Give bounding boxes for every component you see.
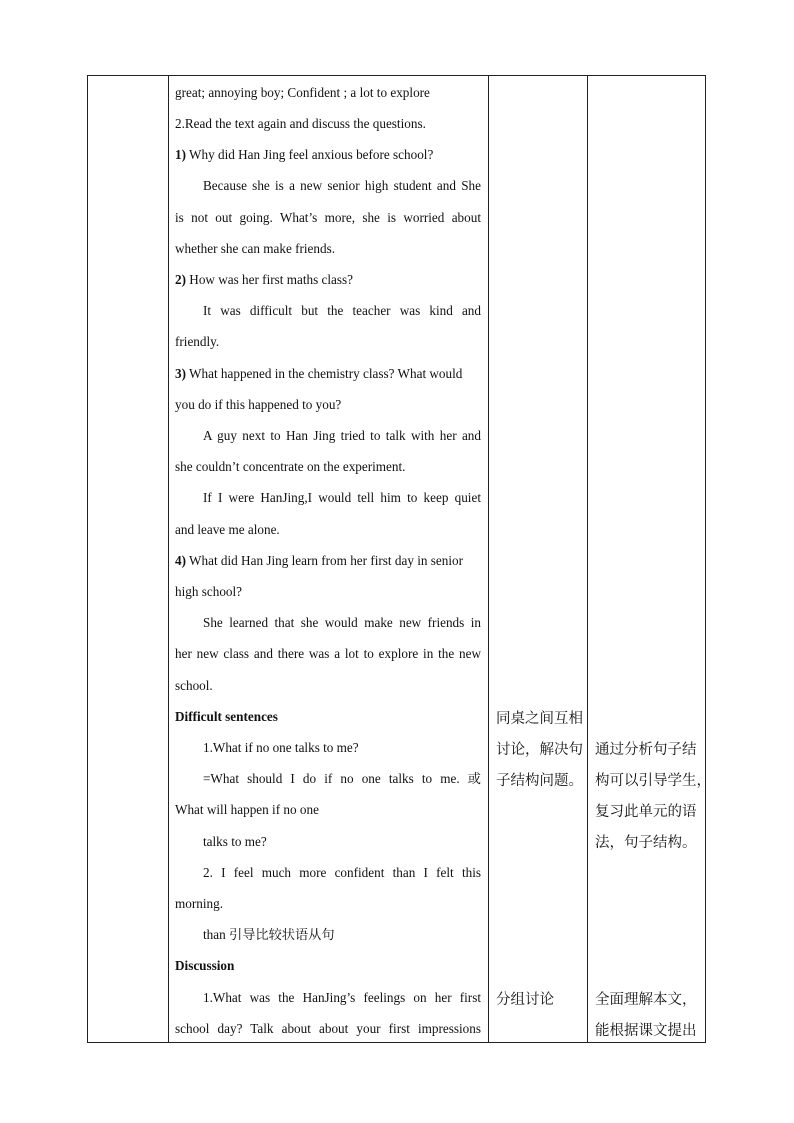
lesson-table: [87, 75, 711, 1043]
question-text: 1.What was the HanJing’s feelings on her first: [203, 990, 481, 1005]
sentence-text: 2. I feel much more confident than I felt this: [203, 865, 481, 880]
question-number: 1): [175, 147, 186, 162]
answer-3-line-3: [203, 490, 481, 506]
answer-3-line-2: she couldn’t concentrate on the experiment.: [175, 459, 406, 474]
column-divider-1: [168, 76, 169, 1042]
answer-text: Because she is a new senior high student and She: [203, 178, 481, 193]
difficult-sentence-2: [203, 865, 481, 881]
column-divider-2: [488, 76, 489, 1042]
answer-3-line-1: [203, 428, 481, 444]
column-divider-3: [587, 76, 588, 1042]
question-3: [175, 366, 462, 382]
purpose-difficult-2: 构可以引导学生，: [595, 773, 711, 789]
question-2: [175, 272, 353, 288]
answer-2-line-2: friendly.: [175, 334, 220, 349]
discussion-question-1: [203, 990, 481, 1006]
activity-difficult-3: 子结构问题。: [496, 773, 583, 789]
question-3-line-2: you do if this happened to you?: [175, 397, 342, 412]
grammar-note: than 引导比较状语从句: [203, 927, 335, 942]
answer-text: She learned that she would make new friends in: [203, 615, 481, 630]
answer-3-line-4: and leave me alone.: [175, 522, 280, 537]
difficult-sentence-1-paraphrase: [203, 771, 481, 787]
activity-difficult-2: 讨论，解决句: [496, 742, 583, 758]
answer-text: It was difficult but the teacher was kind and: [203, 303, 481, 318]
answer-1-line-2: [175, 210, 481, 226]
question-text: Why did Han Jing feel anxious before school?: [186, 147, 434, 162]
task-heading: 2.Read the text again and discuss the questions.: [175, 116, 426, 131]
vocab-line: great; annoying boy; Confident ; a lot to explore: [175, 85, 430, 100]
question-4-line-2: high school?: [175, 584, 243, 599]
question-4: [175, 553, 463, 569]
answer-1-line-3: whether she can make friends.: [175, 241, 336, 256]
difficult-sentence-1-alt-2: talks to me?: [203, 834, 267, 849]
question-number: 4): [175, 553, 186, 568]
answer-4-line-3: school.: [175, 678, 213, 693]
difficult-sentence-1-alt: What will happen if no one: [175, 802, 319, 817]
question-text: What happened in the chemistry class? What would: [186, 366, 463, 381]
purpose-difficult-1: 通过分析句子结: [595, 742, 697, 758]
paraphrase-text: =What should I do if no one talks to me. 或: [203, 771, 481, 786]
difficult-sentence-2-line-2: morning.: [175, 896, 223, 911]
purpose-difficult-3: 复习此单元的语: [595, 804, 697, 820]
difficult-sentence-1: 1.What if no one talks to me?: [203, 740, 359, 755]
answer-text: is not out going. What’s more, she is worried about: [175, 210, 481, 225]
answer-4-line-1: [203, 615, 481, 631]
answer-text: her new class and there was a lot to explore in the new: [175, 646, 481, 661]
question-number: 3): [175, 366, 186, 381]
discussion-question-1-line-2: [175, 1021, 481, 1037]
question-text: school day? Talk about about your first impressions: [175, 1021, 481, 1036]
purpose-discussion-1: 全面理解本文，: [595, 992, 697, 1008]
answer-4-line-2: [175, 646, 481, 662]
discussion-heading: Discussion: [175, 958, 235, 973]
answer-text: A guy next to Han Jing tried to talk with her and: [203, 428, 481, 443]
question-text: What did Han Jing learn from her first day in senior: [186, 553, 463, 568]
question-1: [175, 147, 433, 163]
activity-discussion-1: 分组讨论: [496, 992, 554, 1008]
question-number: 2): [175, 272, 186, 287]
difficult-sentences-heading: Difficult sentences: [175, 709, 278, 724]
activity-difficult-1: 同桌之间互相: [496, 711, 583, 727]
purpose-discussion-2: 能根据课文提出: [595, 1023, 697, 1039]
purpose-difficult-4: 法，句子结构。: [595, 835, 697, 851]
answer-2-line-1: [203, 303, 481, 319]
answer-1-line-1: [203, 178, 481, 194]
answer-text: If I were HanJing,I would tell him to keep quiet: [203, 490, 481, 505]
question-text: How was her first maths class?: [186, 272, 354, 287]
